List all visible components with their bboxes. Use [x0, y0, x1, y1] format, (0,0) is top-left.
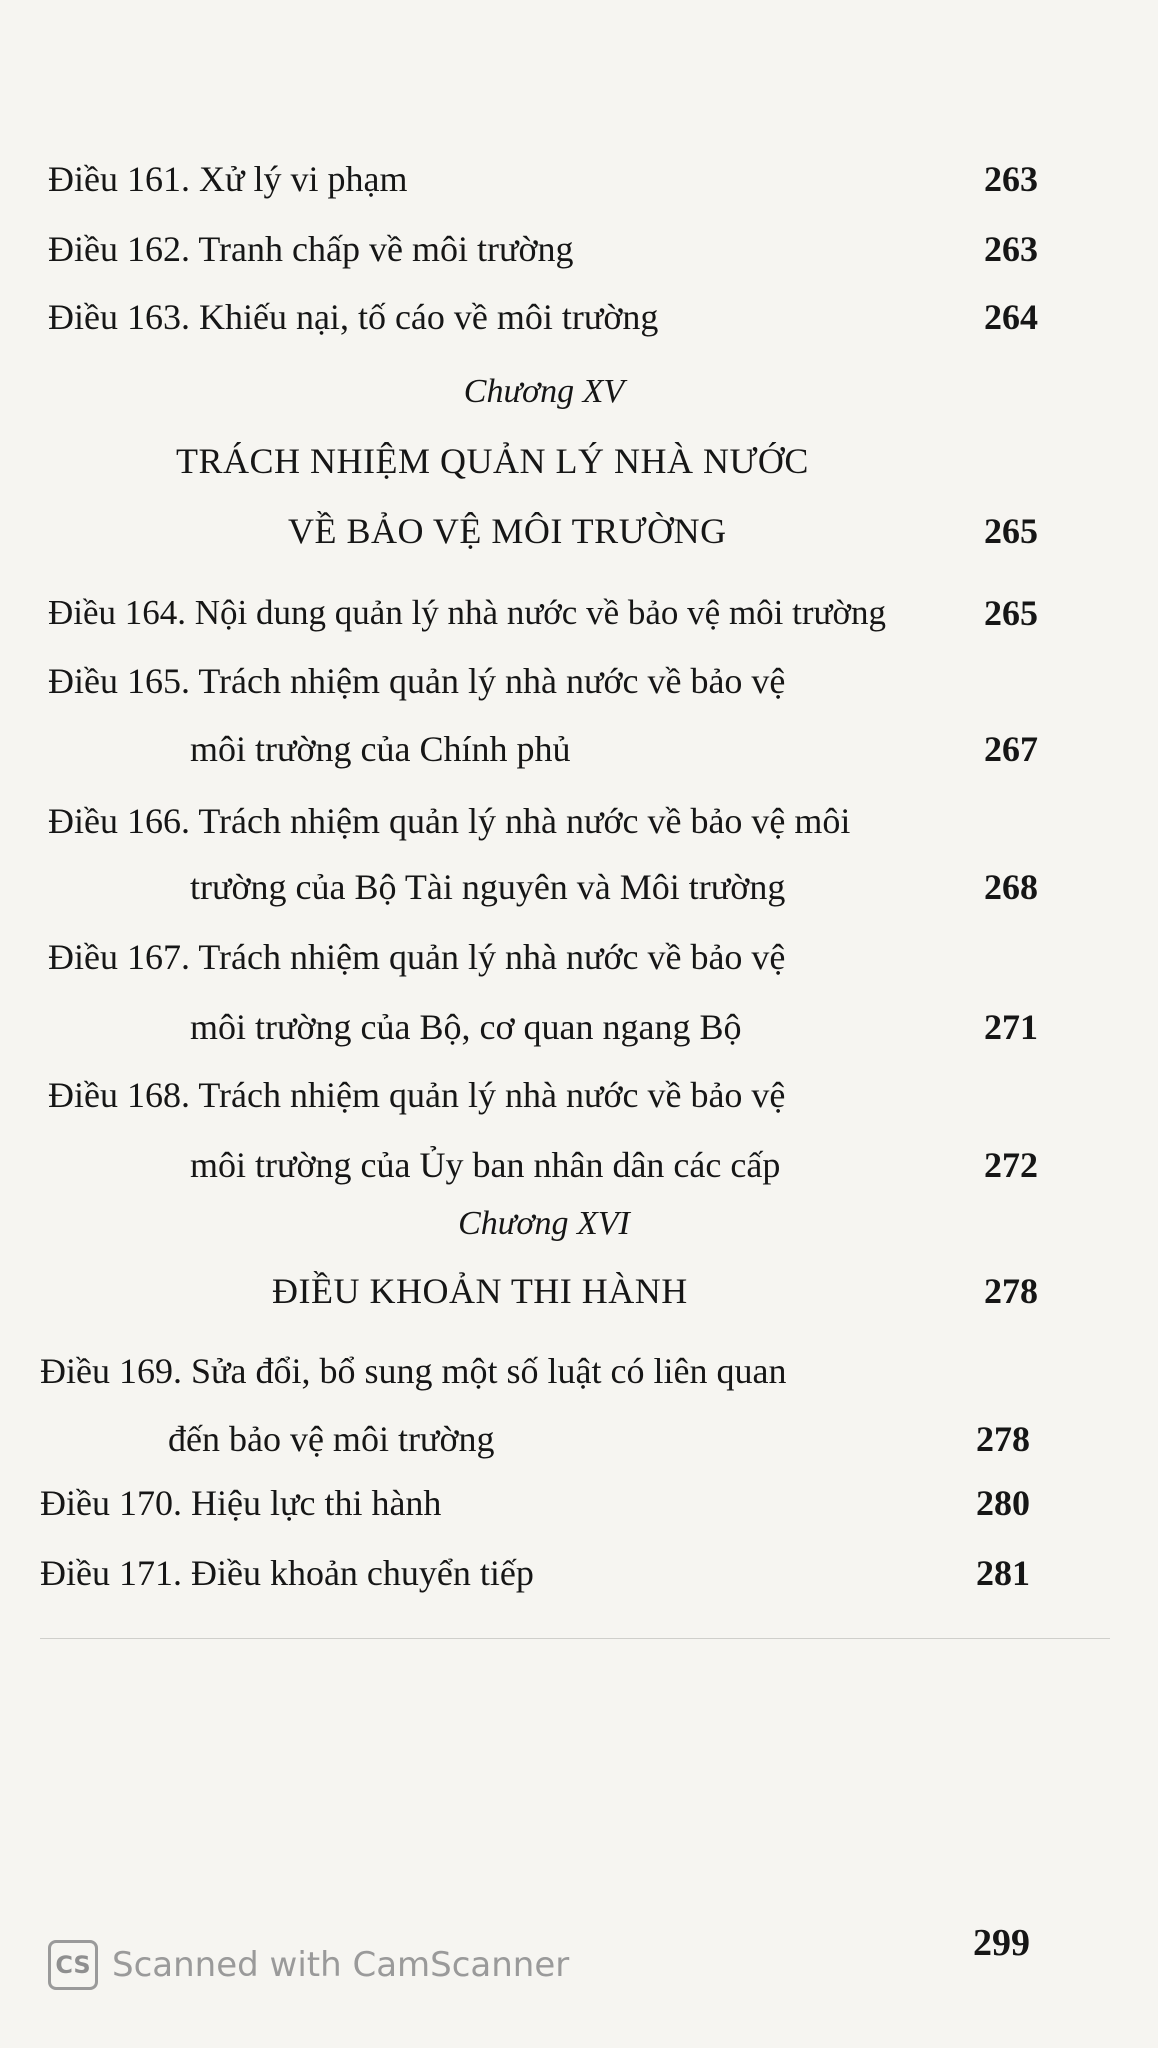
page-number: 299: [973, 1922, 1030, 1964]
toc-entry-page: 264: [984, 297, 1038, 337]
toc-entry-title: Điều 161. Xử lý vi phạm: [48, 159, 408, 199]
toc-entry-title: Điều 163. Khiếu nại, tố cáo về môi trường: [48, 297, 659, 337]
toc-entry: [40, 1544, 1030, 1602]
chapter-label: Chương XVI: [458, 1205, 630, 1242]
chapter-heading: TRÁCH NHIỆM QUẢN LÝ NHÀ NƯỚC: [176, 441, 809, 481]
toc-entry: [48, 220, 1038, 278]
toc-entry-title: Điều 169. Sửa đổi, bổ sung một số luật có liên quan: [40, 1351, 787, 1391]
chapter-page: 278: [984, 1271, 1038, 1311]
toc-entry-page: 265: [984, 593, 1038, 633]
toc-entry-title: Điều 164. Nội dung quản lý nhà nước về bảo vệ môi trường: [48, 593, 887, 632]
toc-entry-title-cont: môi trường của Ủy ban nhân dân các cấp: [190, 1145, 781, 1185]
toc-entry-page: 263: [984, 229, 1038, 269]
toc-entry: [48, 652, 1038, 710]
toc-entry-title: Điều 170. Hiệu lực thi hành: [40, 1483, 442, 1523]
toc-entry-page: 280: [976, 1483, 1030, 1523]
toc-entry-continuation: [40, 1410, 1030, 1468]
watermark-text: Scanned with CamScanner: [112, 1945, 570, 1985]
toc-entry: [48, 584, 1038, 642]
toc-entry-page: 267: [984, 729, 1038, 769]
toc-entry: [48, 928, 1038, 986]
toc-entry-title-cont: đến bảo vệ môi trường: [168, 1419, 495, 1459]
chapter-page: 265: [984, 511, 1038, 551]
camscanner-logo-icon: CS: [48, 1940, 98, 1990]
toc-entry: [48, 792, 1038, 850]
toc-entry-page: 272: [984, 1145, 1038, 1185]
chapter-heading: VỀ BẢO VỆ MÔI TRƯỜNG: [288, 511, 727, 551]
toc-entry-title: Điều 168. Trách nhiệm quản lý nhà nước về bảo vệ: [48, 1075, 786, 1115]
toc-entry-title: Điều 167. Trách nhiệm quản lý nhà nước về bảo vệ: [48, 937, 786, 977]
toc-entry-page: 278: [976, 1419, 1030, 1459]
toc-entry-continuation: [48, 998, 1038, 1056]
toc-entry-title-cont: môi trường của Chính phủ: [190, 729, 571, 769]
toc-entry-title: Điều 165. Trách nhiệm quản lý nhà nước về bảo vệ: [48, 661, 786, 701]
divider: [40, 1638, 1110, 1639]
toc-entry-continuation: [48, 720, 1038, 778]
toc-entry: [48, 150, 1038, 208]
toc-entry: [40, 1474, 1030, 1532]
toc-entry-title: Điều 162. Tranh chấp về môi trường: [48, 229, 574, 269]
toc-entry-page: 268: [984, 867, 1038, 907]
camscanner-watermark: [48, 1938, 569, 1992]
toc-entry-title-cont: trường của Bộ Tài nguyên và Môi trường: [190, 867, 786, 907]
toc-entry: [48, 288, 1038, 346]
chapter-label: Chương XV: [463, 373, 625, 410]
chapter-heading: ĐIỀU KHOẢN THI HÀNH: [272, 1271, 688, 1311]
toc-entry-page: 281: [976, 1553, 1030, 1593]
toc-entry-page: 263: [984, 159, 1038, 199]
toc-entry-title-cont: môi trường của Bộ, cơ quan ngang Bộ: [190, 1007, 742, 1047]
toc-entry-continuation: [48, 858, 1038, 916]
toc-entry: [40, 1342, 1030, 1400]
toc-entry: [48, 1066, 1038, 1124]
toc-entry-title: Điều 171. Điều khoản chuyển tiếp: [40, 1553, 534, 1593]
toc-entry-continuation: [48, 1136, 1038, 1194]
toc-entry-page: 271: [984, 1007, 1038, 1047]
toc-entry-title: Điều 166. Trách nhiệm quản lý nhà nước về bảo vệ môi: [48, 801, 851, 841]
